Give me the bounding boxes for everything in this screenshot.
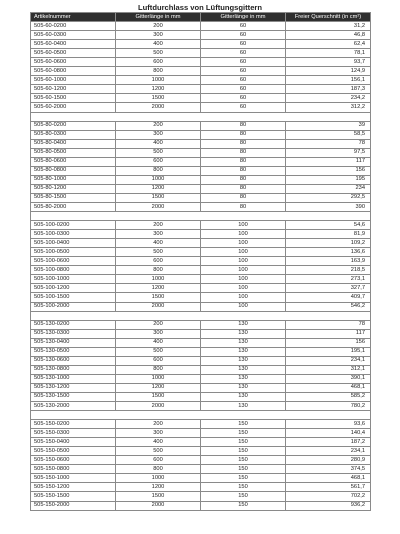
grille-length-cell: 800	[116, 465, 201, 474]
table-row	[31, 184, 371, 193]
grille-length-cell: 500	[116, 248, 201, 257]
grille-width-cell: 80	[201, 157, 286, 166]
grille-width-cell: 130	[201, 338, 286, 347]
table-row	[31, 392, 371, 401]
article-number-cell: 505-80-0200	[31, 121, 116, 130]
grille-width-cell: 100	[201, 257, 286, 266]
grille-width-cell: 60	[201, 49, 286, 58]
table-row	[31, 103, 371, 112]
article-number-cell: 505-100-0200	[31, 221, 116, 230]
grille-length-cell: 2000	[116, 402, 201, 411]
grille-width-cell: 80	[201, 139, 286, 148]
grille-width-cell: 100	[201, 230, 286, 239]
free-cross-section-cell: 156	[286, 338, 371, 347]
table-row	[31, 22, 371, 31]
article-number-cell: 505-130-1000	[31, 374, 116, 383]
table-row	[31, 130, 371, 139]
free-cross-section-cell: 234,1	[286, 356, 371, 365]
table-row	[31, 338, 371, 347]
article-number-cell: 505-80-1500	[31, 193, 116, 202]
group-spacer-row	[31, 411, 371, 420]
article-number-cell: 505-100-2000	[31, 302, 116, 311]
grille-length-cell: 300	[116, 130, 201, 139]
table-row	[31, 166, 371, 175]
grille-length-cell: 300	[116, 329, 201, 338]
free-cross-section-cell: 187,3	[286, 85, 371, 94]
grille-width-cell: 80	[201, 193, 286, 202]
article-number-cell: 505-130-1500	[31, 392, 116, 401]
grille-width-cell: 130	[201, 392, 286, 401]
grille-width-cell: 60	[201, 67, 286, 76]
article-number-cell: 505-60-0300	[31, 31, 116, 40]
free-cross-section-cell: 702,2	[286, 492, 371, 501]
article-number-cell: 505-60-0400	[31, 40, 116, 49]
grille-width-cell: 150	[201, 465, 286, 474]
grille-width-cell: 130	[201, 320, 286, 329]
table-row	[31, 329, 371, 338]
grille-length-cell: 1000	[116, 474, 201, 483]
article-number-cell: 505-130-0300	[31, 329, 116, 338]
free-cross-section-cell: 109,2	[286, 239, 371, 248]
grille-length-cell: 800	[116, 67, 201, 76]
table-row	[31, 193, 371, 202]
grille-width-cell: 150	[201, 483, 286, 492]
article-number-cell: 505-130-0200	[31, 320, 116, 329]
grille-length-cell: 400	[116, 338, 201, 347]
grille-width-cell: 100	[201, 302, 286, 311]
free-cross-section-cell: 31,2	[286, 22, 371, 31]
grille-length-cell: 200	[116, 320, 201, 329]
table-row	[31, 356, 371, 365]
free-cross-section-cell: 163,9	[286, 257, 371, 266]
grille-width-cell: 80	[201, 166, 286, 175]
article-number-cell: 505-60-0500	[31, 49, 116, 58]
spacer-cell	[31, 112, 371, 121]
grille-width-cell: 130	[201, 402, 286, 411]
grille-length-cell: 2000	[116, 501, 201, 510]
free-cross-section-cell: 46,8	[286, 31, 371, 40]
article-number-cell: 505-100-0400	[31, 239, 116, 248]
article-number-cell: 505-150-0600	[31, 456, 116, 465]
article-number-cell: 505-80-0300	[31, 130, 116, 139]
article-number-cell: 505-130-0500	[31, 347, 116, 356]
grille-length-cell: 2000	[116, 202, 201, 211]
article-number-cell: 505-150-0400	[31, 438, 116, 447]
free-cross-section-cell: 312,2	[286, 103, 371, 112]
grille-width-cell: 150	[201, 456, 286, 465]
grille-length-cell: 500	[116, 447, 201, 456]
article-number-cell: 505-130-0400	[31, 338, 116, 347]
table-row	[31, 58, 371, 67]
grille-length-cell: 800	[116, 365, 201, 374]
article-number-cell: 505-150-2000	[31, 501, 116, 510]
article-number-cell: 505-130-0800	[31, 365, 116, 374]
article-number-cell: 505-60-1000	[31, 76, 116, 85]
grille-length-cell: 1200	[116, 184, 201, 193]
free-cross-section-cell: 234	[286, 184, 371, 193]
free-cross-section-cell: 81,9	[286, 230, 371, 239]
article-number-cell: 505-100-1000	[31, 275, 116, 284]
table-row	[31, 420, 371, 429]
article-number-cell: 505-150-0200	[31, 420, 116, 429]
grille-length-cell: 500	[116, 148, 201, 157]
grille-width-cell: 80	[201, 184, 286, 193]
page-title: Luftdurchlass von Lüftungsgittern	[137, 3, 263, 12]
grille-length-cell: 1000	[116, 175, 201, 184]
grille-length-cell: 300	[116, 230, 201, 239]
grille-length-cell: 800	[116, 166, 201, 175]
spacer-cell	[31, 311, 371, 320]
grille-length-cell: 2000	[116, 302, 201, 311]
grille-width-cell: 130	[201, 347, 286, 356]
article-number-cell: 505-150-0500	[31, 447, 116, 456]
article-number-cell: 505-150-0300	[31, 429, 116, 438]
free-cross-section-cell: 234,1	[286, 447, 371, 456]
grille-length-cell: 400	[116, 438, 201, 447]
free-cross-section-cell: 292,5	[286, 193, 371, 202]
table-body	[31, 22, 371, 511]
grille-width-cell: 60	[201, 31, 286, 40]
free-cross-section-cell: 58,5	[286, 130, 371, 139]
article-number-cell: 505-60-0800	[31, 67, 116, 76]
table-row	[31, 320, 371, 329]
grille-width-cell: 150	[201, 492, 286, 501]
free-cross-section-cell: 280,9	[286, 456, 371, 465]
free-cross-section-cell: 561,7	[286, 483, 371, 492]
table-row	[31, 230, 371, 239]
article-number-cell: 505-80-0600	[31, 157, 116, 166]
grille-length-cell: 500	[116, 347, 201, 356]
table-row	[31, 293, 371, 302]
grille-length-cell: 1500	[116, 293, 201, 302]
grille-width-cell: 150	[201, 420, 286, 429]
grille-width-cell: 150	[201, 447, 286, 456]
free-cross-section-cell: 156,1	[286, 76, 371, 85]
grille-width-cell: 60	[201, 22, 286, 31]
grille-width-cell: 60	[201, 40, 286, 49]
free-cross-section-cell: 78	[286, 139, 371, 148]
free-cross-section-cell: 327,7	[286, 284, 371, 293]
table-row	[31, 402, 371, 411]
table-row	[31, 302, 371, 311]
free-cross-section-cell: 195	[286, 175, 371, 184]
grille-length-cell: 200	[116, 22, 201, 31]
free-cross-section-cell: 140,4	[286, 429, 371, 438]
grille-length-cell: 1000	[116, 374, 201, 383]
article-number-cell: 505-80-0800	[31, 166, 116, 175]
grille-length-cell: 1500	[116, 94, 201, 103]
group-spacer-row	[31, 112, 371, 121]
grille-width-cell: 150	[201, 429, 286, 438]
article-number-cell: 505-100-0800	[31, 266, 116, 275]
table-row	[31, 221, 371, 230]
table-row	[31, 67, 371, 76]
grille-width-cell: 80	[201, 202, 286, 211]
free-cross-section-cell: 312,1	[286, 365, 371, 374]
grille-width-cell: 100	[201, 284, 286, 293]
free-cross-section-cell: 585,2	[286, 392, 371, 401]
grille-length-cell: 600	[116, 356, 201, 365]
article-number-cell: 505-60-0600	[31, 58, 116, 67]
table-row	[31, 284, 371, 293]
grille-length-cell: 200	[116, 420, 201, 429]
grille-length-cell: 1000	[116, 76, 201, 85]
article-number-cell: 505-150-0800	[31, 465, 116, 474]
table-row	[31, 40, 371, 49]
grille-width-cell: 60	[201, 58, 286, 67]
article-number-cell: 505-60-1500	[31, 94, 116, 103]
grille-width-cell: 130	[201, 374, 286, 383]
free-cross-section-cell: 780,2	[286, 402, 371, 411]
free-cross-section-cell: 54,6	[286, 221, 371, 230]
grille-width-cell: 100	[201, 239, 286, 248]
table-row	[31, 501, 371, 510]
article-number-cell: 505-60-1200	[31, 85, 116, 94]
grille-width-cell: 150	[201, 438, 286, 447]
grille-length-cell: 2000	[116, 103, 201, 112]
article-number-cell: 505-100-0300	[31, 230, 116, 239]
table-row	[31, 374, 371, 383]
grille-length-cell: 200	[116, 221, 201, 230]
table-row	[31, 202, 371, 211]
article-number-cell: 505-150-1500	[31, 492, 116, 501]
free-cross-section-cell: 187,2	[286, 438, 371, 447]
grille-width-cell: 80	[201, 175, 286, 184]
grille-length-cell: 1200	[116, 85, 201, 94]
article-number-cell: 505-60-0200	[31, 22, 116, 31]
grille-width-cell: 130	[201, 356, 286, 365]
grille-length-cell: 200	[116, 121, 201, 130]
table-header-row	[31, 13, 371, 22]
table-row	[31, 121, 371, 130]
grille-length-cell: 300	[116, 429, 201, 438]
grille-width-cell: 100	[201, 266, 286, 275]
table-row	[31, 248, 371, 257]
table-row	[31, 429, 371, 438]
free-cross-section-cell: 218,5	[286, 266, 371, 275]
grille-length-cell: 1500	[116, 392, 201, 401]
free-cross-section-cell: 93,6	[286, 420, 371, 429]
table-row	[31, 266, 371, 275]
grille-length-cell: 1200	[116, 284, 201, 293]
grille-length-cell: 1200	[116, 483, 201, 492]
free-cross-section-cell: 93,7	[286, 58, 371, 67]
grille-width-cell: 60	[201, 103, 286, 112]
free-cross-section-cell: 409,7	[286, 293, 371, 302]
table-row	[31, 175, 371, 184]
article-number-cell: 505-80-0400	[31, 139, 116, 148]
spacer-cell	[31, 411, 371, 420]
article-number-cell: 505-130-0600	[31, 356, 116, 365]
table-row	[31, 257, 371, 266]
grille-length-cell: 1200	[116, 383, 201, 392]
table-row	[31, 438, 371, 447]
article-number-cell: 505-80-1200	[31, 184, 116, 193]
table-row	[31, 383, 371, 392]
grille-length-cell: 400	[116, 40, 201, 49]
table-row	[31, 365, 371, 374]
article-number-cell: 505-80-2000	[31, 202, 116, 211]
grille-width-cell: 60	[201, 94, 286, 103]
free-cross-section-cell: 936,2	[286, 501, 371, 510]
table-row	[31, 275, 371, 284]
table-row	[31, 483, 371, 492]
spacer-cell	[31, 212, 371, 221]
grille-width-cell: 100	[201, 275, 286, 284]
grille-length-cell: 600	[116, 257, 201, 266]
free-cross-section-cell: 546,2	[286, 302, 371, 311]
free-cross-section-cell: 78	[286, 320, 371, 329]
grille-width-cell: 130	[201, 365, 286, 374]
grille-width-cell: 80	[201, 130, 286, 139]
group-spacer-row	[31, 212, 371, 221]
grille-width-cell: 80	[201, 148, 286, 157]
grille-width-cell: 130	[201, 329, 286, 338]
grille-width-cell: 80	[201, 121, 286, 130]
free-cross-section-cell: 97,5	[286, 148, 371, 157]
grille-width-cell: 150	[201, 501, 286, 510]
airflow-table	[30, 12, 371, 511]
grille-width-cell: 150	[201, 474, 286, 483]
grille-length-cell: 600	[116, 58, 201, 67]
article-number-cell: 505-100-1500	[31, 293, 116, 302]
free-cross-section-cell: 468,1	[286, 383, 371, 392]
free-cross-section-cell: 390	[286, 202, 371, 211]
table-row	[31, 31, 371, 40]
grille-length-cell: 600	[116, 456, 201, 465]
article-number-cell: 505-80-1000	[31, 175, 116, 184]
table-row	[31, 474, 371, 483]
column-header-grille-width: Gitterlänge in mm	[201, 13, 286, 22]
grille-length-cell: 600	[116, 157, 201, 166]
table-row	[31, 49, 371, 58]
grille-width-cell: 100	[201, 221, 286, 230]
table-row	[31, 139, 371, 148]
grille-length-cell: 1500	[116, 193, 201, 202]
free-cross-section-cell: 78,1	[286, 49, 371, 58]
table-row	[31, 456, 371, 465]
article-number-cell: 505-100-0500	[31, 248, 116, 257]
free-cross-section-cell: 117	[286, 157, 371, 166]
table-row	[31, 465, 371, 474]
column-header-article-number: Artikelnummer	[31, 13, 116, 22]
article-number-cell: 505-60-2000	[31, 103, 116, 112]
free-cross-section-cell: 156	[286, 166, 371, 175]
grille-width-cell: 100	[201, 293, 286, 302]
table-row	[31, 347, 371, 356]
grille-width-cell: 130	[201, 383, 286, 392]
grille-width-cell: 100	[201, 248, 286, 257]
table-row	[31, 492, 371, 501]
grille-length-cell: 1000	[116, 275, 201, 284]
grille-length-cell: 400	[116, 139, 201, 148]
free-cross-section-cell: 136,6	[286, 248, 371, 257]
free-cross-section-cell: 234,2	[286, 94, 371, 103]
grille-length-cell: 1500	[116, 492, 201, 501]
column-header-free-cross-section: Freier Querschnitt (in cm²)	[286, 13, 371, 22]
article-number-cell: 505-150-1000	[31, 474, 116, 483]
free-cross-section-cell: 195,1	[286, 347, 371, 356]
table-row	[31, 85, 371, 94]
grille-length-cell: 300	[116, 31, 201, 40]
grille-length-cell: 500	[116, 49, 201, 58]
article-number-cell: 505-100-1200	[31, 284, 116, 293]
table-row	[31, 94, 371, 103]
free-cross-section-cell: 374,5	[286, 465, 371, 474]
free-cross-section-cell: 117	[286, 329, 371, 338]
table-row	[31, 157, 371, 166]
free-cross-section-cell: 62,4	[286, 40, 371, 49]
article-number-cell: 505-130-2000	[31, 402, 116, 411]
column-header-grille-length: Gitterlänge in mm	[116, 13, 201, 22]
article-number-cell: 505-130-1200	[31, 383, 116, 392]
article-number-cell: 505-80-0500	[31, 148, 116, 157]
free-cross-section-cell: 468,1	[286, 474, 371, 483]
article-number-cell: 505-100-0600	[31, 257, 116, 266]
free-cross-section-cell: 124,9	[286, 67, 371, 76]
table-row	[31, 148, 371, 157]
grille-length-cell: 800	[116, 266, 201, 275]
grille-width-cell: 60	[201, 76, 286, 85]
free-cross-section-cell: 390,1	[286, 374, 371, 383]
group-spacer-row	[31, 311, 371, 320]
table-row	[31, 447, 371, 456]
article-number-cell: 505-150-1200	[31, 483, 116, 492]
grille-width-cell: 60	[201, 85, 286, 94]
free-cross-section-cell: 39	[286, 121, 371, 130]
table-row	[31, 239, 371, 248]
free-cross-section-cell: 273,1	[286, 275, 371, 284]
grille-length-cell: 400	[116, 239, 201, 248]
table-row	[31, 76, 371, 85]
